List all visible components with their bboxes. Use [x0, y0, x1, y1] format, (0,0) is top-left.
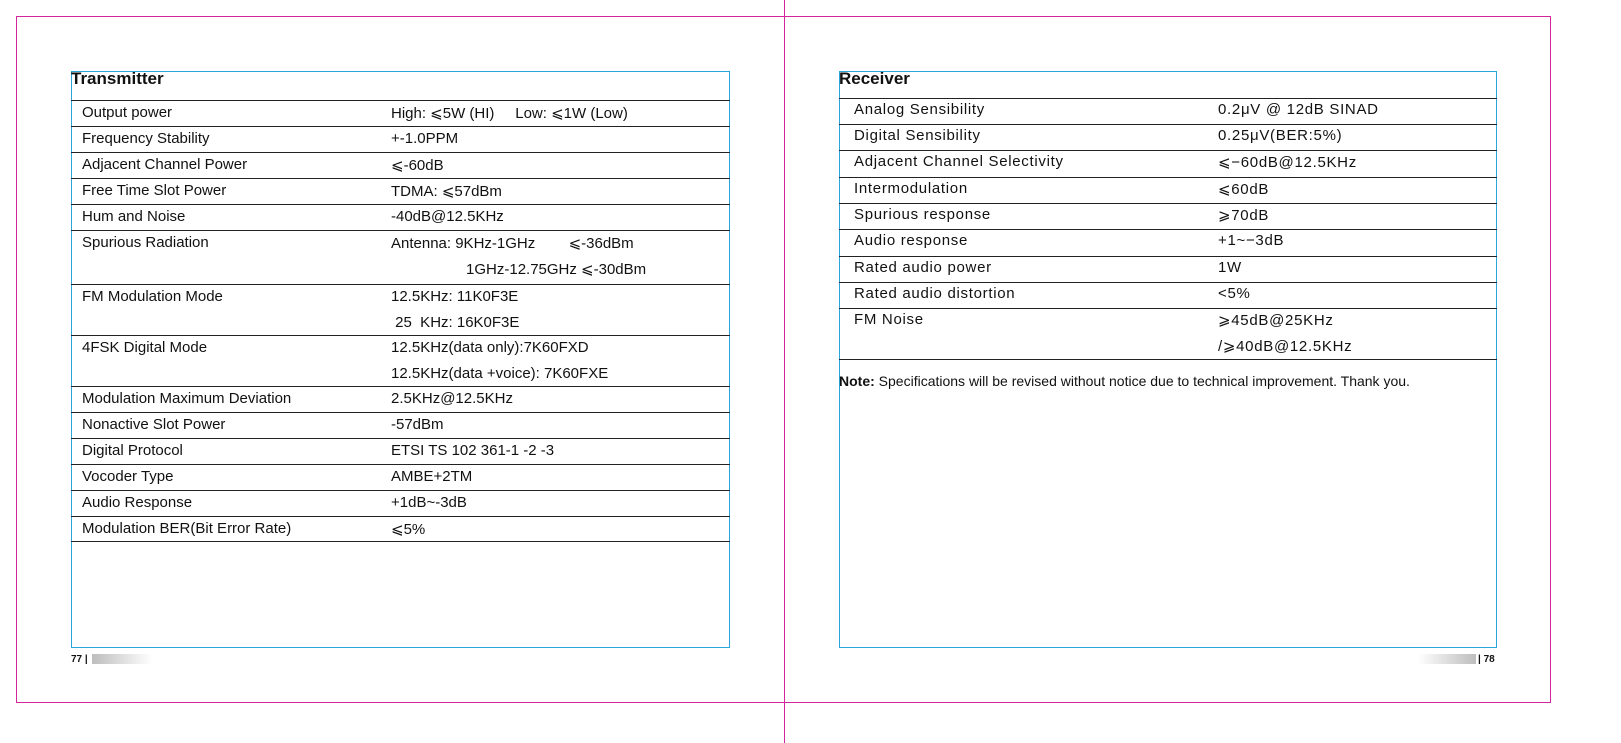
receiver-title: Receiver — [839, 69, 910, 88]
page-number-left: 77 | — [71, 654, 88, 665]
transmitter-row-value: High: ⩽5W (HI) Low: ⩽1W (Low) — [391, 105, 628, 122]
receiver-row-label: Audio response — [854, 232, 969, 249]
receiver-row-value: ⩽−60dB@12.5KHz — [1218, 154, 1357, 171]
receiver-row-value: 0.25μV(BER:5%) — [1218, 127, 1343, 144]
spine-line — [784, 0, 785, 743]
page-number-right: | 78 — [1478, 654, 1495, 665]
transmitter-row-label: Spurious Radiation — [82, 234, 209, 251]
transmitter-row-label: Modulation Maximum Deviation — [82, 390, 292, 407]
transmitter-row-label: Modulation BER(Bit Error Rate) — [82, 520, 292, 537]
receiver-row-label: Analog Sensibility — [854, 101, 986, 118]
receiver-row-value: ⩾45dB@25KHz — [1218, 312, 1334, 329]
transmitter-row-label: 4FSK Digital Mode — [82, 339, 208, 356]
page-gradient-left — [92, 654, 152, 664]
transmitter-row-value: -57dBm — [391, 416, 444, 433]
transmitter-row-value: -40dB@12.5KHz — [391, 208, 504, 225]
transmitter-row-label: Digital Protocol — [82, 442, 183, 459]
receiver-row-value: ⩾70dB — [1218, 207, 1270, 224]
transmitter-row-value: TDMA: ⩽57dBm — [391, 183, 502, 200]
transmitter-row-label: Adjacent Channel Power — [82, 156, 248, 173]
transmitter-row-value: 25 KHz: 16K0F3E — [391, 314, 520, 331]
receiver-row-label: Intermodulation — [854, 180, 968, 197]
transmitter-row-value: 2.5KHz@12.5KHz — [391, 390, 513, 407]
transmitter-row-value: Antenna: 9KHz-1GHz ⩽-36dBm — [391, 235, 634, 252]
transmitter-row-label: Vocoder Type — [82, 468, 174, 485]
receiver-row-value: 0.2μV @ 12dB SINAD — [1218, 101, 1379, 118]
receiver-row — [839, 308, 1497, 360]
transmitter-row-value: +1dB~-3dB — [391, 494, 467, 511]
receiver-row-value: 1W — [1218, 259, 1242, 276]
receiver-row-label: Rated audio power — [854, 259, 992, 276]
transmitter-row-label: Audio Response — [82, 494, 193, 511]
receiver-row-label: Spurious response — [854, 206, 991, 223]
transmitter-row-label: Hum and Noise — [82, 208, 186, 225]
receiver-row-value: /⩾40dB@12.5KHz — [1218, 338, 1353, 355]
transmitter-row-value: ⩽5% — [391, 521, 426, 538]
transmitter-row-value: ⩽-60dB — [391, 157, 444, 174]
transmitter-row-value: 12.5KHz(data +voice): 7K60FXE — [391, 365, 609, 382]
receiver-row-value: +1~−3dB — [1218, 232, 1285, 249]
note-text: Specifications will be revised without notice due to technical improvement. Thank you. — [874, 373, 1410, 389]
receiver-row-label: FM Noise — [854, 311, 924, 328]
receiver-row-label: Digital Sensibility — [854, 127, 981, 144]
page-gradient-right — [1418, 654, 1476, 664]
receiver-row-label: Rated audio distortion — [854, 285, 1016, 302]
transmitter-row-value: 12.5KHz: 11K0F3E — [391, 288, 519, 305]
transmitter-row-value: ETSI TS 102 361-1 -2 -3 — [391, 442, 555, 459]
note-label: Note: — [839, 373, 875, 389]
transmitter-row-value: 12.5KHz(data only):7K60FXD — [391, 339, 589, 356]
receiver-note — [839, 373, 1410, 389]
transmitter-row-label: FM Modulation Mode — [82, 288, 223, 305]
transmitter-row-value: +-1.0PPM — [391, 130, 459, 147]
receiver-row-value: ⩽60dB — [1218, 181, 1270, 198]
receiver-row-value: <5% — [1218, 285, 1251, 302]
transmitter-row-value: AMBE+2TM — [391, 468, 473, 485]
receiver-row-label: Adjacent Channel Selectivity — [854, 153, 1064, 170]
transmitter-row-label: Output power — [82, 104, 173, 121]
transmitter-row-label: Frequency Stability — [82, 130, 210, 147]
transmitter-row-value: 1GHz-12.75GHz ⩽-30dBm — [391, 261, 647, 278]
transmitter-row-label: Nonactive Slot Power — [82, 416, 226, 433]
transmitter-row-label: Free Time Slot Power — [82, 182, 227, 199]
transmitter-title: Transmitter — [71, 69, 164, 88]
